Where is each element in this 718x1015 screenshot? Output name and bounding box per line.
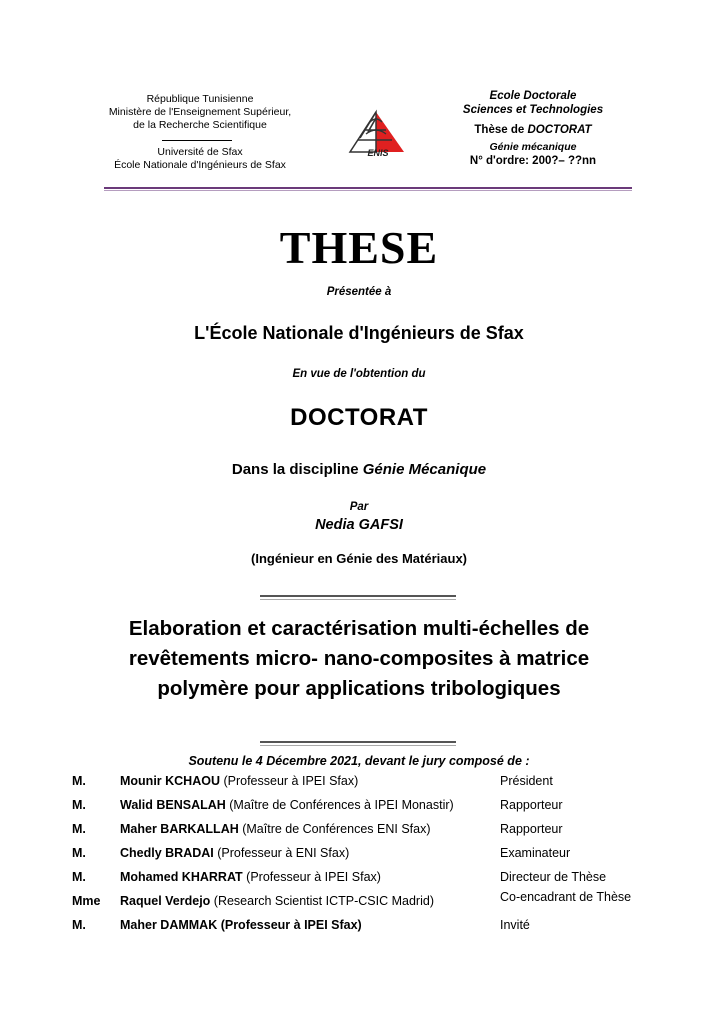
doctoral-school-field: Sciences et Technologies xyxy=(462,104,604,116)
ministry-sub: de la Recherche Scientifique xyxy=(133,119,267,131)
jury-role: Directeur de Thèse xyxy=(500,870,607,884)
jury-member xyxy=(120,798,454,812)
author-name: Nedia GAFSI xyxy=(315,517,403,533)
by-label: Par xyxy=(349,501,369,513)
specialty: Génie mécanique xyxy=(489,141,577,153)
header-rule xyxy=(104,187,632,189)
jury-affiliation: (Research Scientist ICTP-CSIC Madrid) xyxy=(210,894,434,908)
jury-member xyxy=(120,822,431,836)
discipline-prefix: Dans la discipline xyxy=(231,461,363,478)
header-right xyxy=(448,89,618,168)
jury-list xyxy=(70,774,670,942)
jury-role: Invité xyxy=(500,918,530,932)
title-rule-top-thin xyxy=(260,599,456,600)
jury-role: Rapporteur xyxy=(500,798,563,812)
defense-statement: Soutenu le 4 Décembre 2021, devant le jury composé de : xyxy=(188,754,530,768)
jury-name: Walid BENSALAH xyxy=(120,798,226,812)
jury-title: M. xyxy=(72,846,86,860)
header-left xyxy=(100,93,300,172)
school-name: École Nationale d'Ingénieurs de Sfax xyxy=(114,159,286,171)
jury-row xyxy=(70,798,670,822)
author-title: (Ingénieur en Génie des Matériaux) xyxy=(251,551,467,566)
logo-text: ENIS xyxy=(367,148,389,158)
header-rule-thin xyxy=(104,190,632,191)
jury-name: Mounir KCHAOU xyxy=(120,774,220,788)
discipline xyxy=(0,461,718,478)
jury-name: Mohamed KHARRAT xyxy=(120,870,243,884)
thesis-title: Elaboration et caractérisation multi-échelles de revêtements micro- nano-composites à matrice polymère pour applications tribologiques xyxy=(128,617,590,700)
jury-row xyxy=(70,822,670,846)
jury-title: M. xyxy=(72,918,86,932)
jury-role: Président xyxy=(500,774,553,788)
jury-member xyxy=(120,774,358,788)
jury-member xyxy=(120,894,434,908)
purpose: En vue de l'obtention du xyxy=(292,368,426,380)
jury-role: Examinateur xyxy=(500,846,571,860)
thesis-type xyxy=(448,123,618,137)
jury-title: M. xyxy=(72,774,86,788)
ministry: Ministère de l'Enseignement Supérieur, xyxy=(108,106,292,118)
thesis-type-value: DOCTORAT xyxy=(527,124,592,136)
degree: DOCTORAT xyxy=(290,404,428,431)
jury-affiliation: (Maître de Conférences ENI Sfax) xyxy=(238,822,431,836)
jury-title: Mme xyxy=(72,894,101,908)
header-divider xyxy=(100,132,300,146)
thesis-type-prefix: Thèse de xyxy=(474,124,528,136)
jury-title: M. xyxy=(72,822,86,836)
university: Université de Sfax xyxy=(157,146,243,158)
jury-member xyxy=(120,846,349,860)
order-number: N° d'ordre: 200?– ??nn xyxy=(469,155,597,167)
jury-title: M. xyxy=(72,870,86,884)
jury-affiliation: (Professeur à ENI Sfax) xyxy=(213,846,350,860)
jury-member xyxy=(120,918,362,932)
country: République Tunisienne xyxy=(146,93,254,105)
jury-name: Chedly BRADAI xyxy=(120,846,214,860)
jury-row xyxy=(70,918,670,942)
jury-name: Maher DAMMAK (Professeur à IPEI Sfax) xyxy=(120,918,362,932)
jury-row xyxy=(70,774,670,798)
jury-row xyxy=(70,890,670,918)
jury-affiliation: (Professeur à IPEI Sfax) xyxy=(220,774,359,788)
jury-affiliation: (Maître de Conférences à IPEI Monastir) xyxy=(225,798,454,812)
title-rule-bottom-thin xyxy=(260,745,456,746)
discipline-name: Génie Mécanique xyxy=(362,461,487,478)
jury-title: M. xyxy=(72,798,86,812)
jury-role: Rapporteur xyxy=(500,822,563,836)
institution: L'École Nationale d'Ingénieurs de Sfax xyxy=(194,323,524,343)
title-rule-bottom xyxy=(260,741,456,743)
main-title: THESE xyxy=(279,222,439,273)
doctoral-school: Ecole Doctorale xyxy=(489,90,577,102)
jury-name: Maher BARKALLAH xyxy=(120,822,239,836)
jury-row xyxy=(70,846,670,870)
jury-affiliation: (Professeur à IPEI Sfax) xyxy=(242,870,381,884)
enis-logo-icon xyxy=(346,108,408,158)
presented-to: Présentée à xyxy=(326,286,392,298)
jury-name: Raquel Verdejo xyxy=(120,894,211,908)
jury-role: Co-encadrant de Thèse xyxy=(500,890,632,904)
title-rule-top xyxy=(260,595,456,597)
jury-member xyxy=(120,870,381,884)
